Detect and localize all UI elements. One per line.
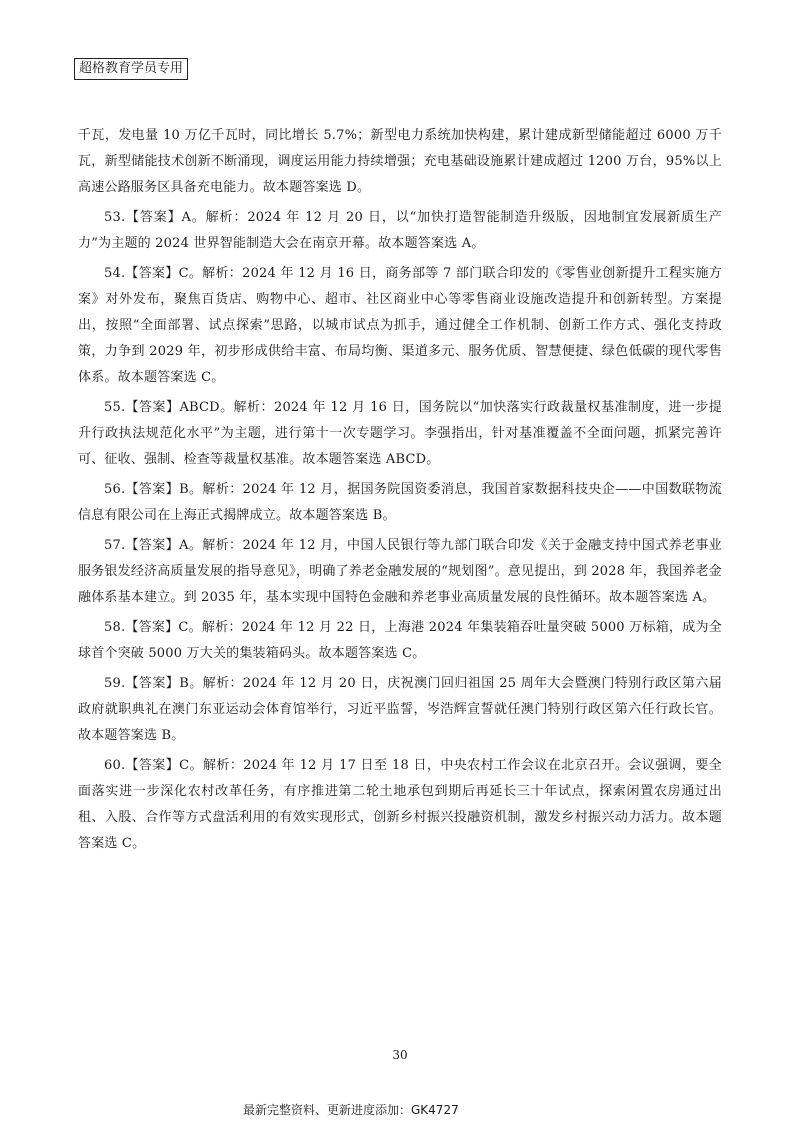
footer-note: 最新完整资料、更新进度添加：GK4727 bbox=[243, 1103, 459, 1117]
answer-55: 55.【答案】ABCD。解析：2024 年 12 月 16 日，国务院以“加快落实行政裁量权基准制度，进一步提升行政执法规范化水平”为主题，进行第十一次专题学习。李强指出，针对基准覆盖不全面问题，抓紧完善许可、征收、强制、检查等裁量权基准。故本题答案选 ABCD。 bbox=[78, 400, 722, 467]
page-number: 30 bbox=[392, 1048, 408, 1062]
answer-60: 60.【答案】C。解析：2024 年 12 月 17 日至 18 日，中央农村工作会议在北京召开。会议强调，要全面落实进一步深化农村改革任务，有序推进第二轮土地承包到期后再延长三十年试点，探索闲置农房通过出租、入股、合作等方式盘活利用的有效实现形式，创新乡村振兴投融资机制，激发乡村振兴动力活力。故本题答案选 C。 bbox=[78, 758, 722, 851]
answer-explanations bbox=[78, 123, 722, 861]
answer-56: 56.【答案】B。解析：2024 年 12 月，据国务院国资委消息，我国首家数据科技央企——中国数联物流信息有限公司在上海正式揭牌成立。故本题答案选 B。 bbox=[78, 482, 722, 523]
answer-58: 58.【答案】C。解析：2024 年 12 月 22 日，上海港 2024 年集装箱吞吐量突破 5000 万标箱，成为全球首个突破 5000 万大关的集装箱码头。故本题答案选 C。 bbox=[78, 620, 722, 661]
answer-57: 57.【答案】A。解析：2024 年 12 月，中国人民银行等九部门联合印发《关于金融支持中国式养老事业 服务银发经济高质量发展的指导意见》，明确了养老金融发展的“规划图”。意见提出，到 2028 年，我国养老金融体系基本建立。到 2035 年，基本实现中国特色金融和养老事业高质量发展的良性循环。故本题答案选 A。 bbox=[78, 538, 722, 605]
answer-53: 53.【答案】A。解析：2024 年 12 月 20 日，以“加快打造智能制造升级版，因地制宜发展新质生产力”为主题的 2024 世界智能制造大会在南京开幕。故本题答案选 A。 bbox=[78, 210, 722, 251]
paragraph-continued: 千瓦，发电量 10 万亿千瓦时，同比增长 5.7%；新型电力系统加快构建，累计建成新型储能超过 6000 万千瓦，新型储能技术创新不断涌现，调度运用能力持续增强；充电基础设施累计建成超过 1200 万台，95%以上高速公路服务区具备充电能力。故本题答案选 D。 bbox=[78, 128, 722, 195]
answer-59: 59.【答案】B。解析：2024 年 12 月 20 日，庆祝澳门回归祖国 25 周年大会暨澳门特别行政区第六届政府就职典礼在澳门东亚运动会体育馆举行，习近平监誓，岑浩辉宣誓就任澳门特别行政区第六任行政长官。故本题答案选 B。 bbox=[78, 676, 722, 743]
answer-54: 54.【答案】C。解析：2024 年 12 月 16 日，商务部等 7 部门联合印发的《零售业创新提升工程实施方案》对外发布，聚焦百货店、购物中心、超市、社区商业中心等零售商业设施改造提升和创新转型。方案提出，按照“全面部署、试点探索”思路，以城市试点为抓手，通过健全工作机制、创新工作方式、强化支持政策，力争到 2029 年，初步形成供给丰富、布局均衡、渠道多元、服务优质、智慧便捷、绿色低碳的现代零售体系。故本题答案选 C。 bbox=[78, 266, 722, 385]
header-label: 超格教育学员专用 bbox=[74, 58, 188, 80]
